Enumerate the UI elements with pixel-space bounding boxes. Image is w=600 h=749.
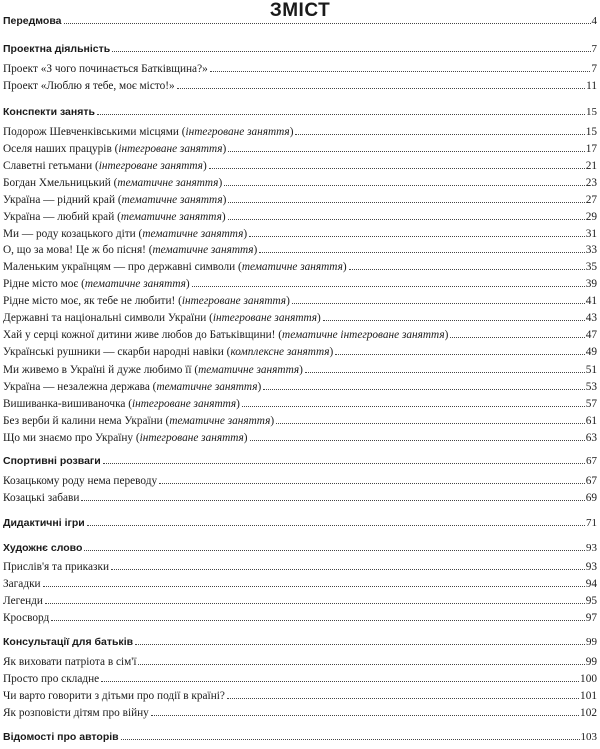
toc-section: [3, 731, 597, 747]
dot-leader: [250, 440, 585, 441]
entry-title-text: Проект «Люблю я тебе, моє місто!»: [3, 80, 175, 93]
toc-entry: [3, 211, 597, 227]
toc-entry: [3, 63, 597, 79]
page-number: 21: [585, 159, 597, 172]
entry-title-text: Козацькі забави: [3, 492, 80, 505]
dot-leader: [228, 202, 584, 203]
dot-leader: [224, 185, 585, 186]
entry-title-text: Чи варто говорити з дітьми про події в країні?: [3, 690, 225, 703]
entry-note: інтегроване заняття: [212, 312, 318, 325]
entry-note: інтегроване заняття: [118, 142, 223, 155]
toc-section: [3, 106, 597, 122]
entry-title: Україна — любий край (тематичне заняття): [3, 211, 226, 224]
page-number: 7: [591, 63, 597, 76]
page-number: 49: [585, 346, 597, 359]
entry-title: Рідне місто моє, як тебе не любити! (інтегроване заняття): [3, 295, 290, 308]
entry-title-text: Консультації для батьків: [3, 636, 134, 649]
toc-entry: [3, 312, 597, 328]
toc-entry: [3, 329, 597, 345]
toc-entry: [3, 612, 597, 628]
toc-entry: [3, 595, 597, 611]
toc-entry: [3, 160, 597, 176]
dot-leader: [138, 664, 584, 665]
page-number: 7: [591, 43, 597, 56]
toc-entry: [3, 492, 597, 508]
toc-entry: [3, 656, 597, 672]
toc-entry: [3, 346, 597, 362]
entry-title-text: Дидактичні ігри: [3, 516, 85, 529]
dot-leader: [159, 483, 585, 484]
dot-leader: [450, 337, 584, 338]
page-number: 102: [580, 707, 597, 720]
entry-note: тематичне заняття: [120, 211, 222, 224]
entry-title: Славетні гетьмани (інтегроване заняття): [3, 159, 207, 172]
toc-entry: [3, 364, 597, 380]
dot-leader: [210, 71, 591, 72]
entry-title-text: Кросворд: [3, 611, 50, 624]
page-number: 97: [585, 611, 597, 624]
toc-entry: [3, 194, 597, 210]
dot-leader: [242, 406, 585, 407]
dot-leader: [151, 715, 579, 716]
entry-note: комплексне заняття: [230, 346, 330, 359]
dot-leader: [101, 681, 579, 682]
dot-leader: [103, 463, 585, 464]
entry-title-text: Маленьким українцям — про державні символи: [3, 261, 236, 274]
entry-title-text: Як виховати патріота в сім'ї: [3, 656, 137, 669]
entry-title: Хай у серці кожної дитини живе любов до Батьківщини! (тематичне інтегроване заняття): [3, 329, 449, 342]
entry-title: Оселя наших працурів (інтегроване заняття): [3, 142, 227, 155]
entry-title-text: Подорож Шевченківськими місцями: [3, 125, 179, 138]
dot-leader: [228, 151, 584, 152]
toc-entry: [3, 432, 597, 448]
toc-entry: [3, 261, 597, 277]
entry-note: тематичне заняття: [84, 278, 186, 291]
dot-leader: [45, 603, 585, 604]
entry-title: [3, 707, 149, 719]
entry-title-text: Прислів'я та приказки: [3, 560, 110, 573]
entry-title: [3, 690, 225, 702]
page-number: 94: [585, 577, 597, 590]
dot-leader: [112, 51, 590, 52]
entry-title-text: Рідне місто моє, як тебе не любити!: [3, 295, 176, 308]
entry-title: [3, 43, 110, 55]
toc-entry: [3, 278, 597, 294]
entry-title: [3, 656, 136, 668]
page-number: 67: [586, 455, 597, 468]
entry-title: Маленьким українцям — про державні символи (тематичне заняття): [3, 261, 347, 274]
toc-entry: [3, 244, 597, 260]
toc-entry: [3, 381, 597, 397]
entry-title: Ми — роду козацького діти (тематичне заняття): [3, 228, 248, 241]
entry-title-text: Ми живемо в Україні й дуже любимо її: [3, 363, 192, 376]
toc-entry: [3, 578, 597, 594]
toc-section: [3, 43, 597, 59]
page-number: 39: [585, 278, 597, 291]
entry-title: Що ми знаємо про Україну (інтегроване заняття): [3, 431, 248, 444]
toc-entry: [3, 295, 597, 311]
entry-title: [3, 455, 101, 467]
dot-leader: [64, 23, 591, 24]
entry-title-text: Славетні гетьмани: [3, 159, 93, 172]
toc-entry: [3, 80, 597, 96]
dot-leader: [51, 620, 584, 621]
entry-title: [3, 492, 79, 504]
entry-title-text: Державні та національні символи України: [3, 312, 207, 325]
entry-title: Україна — незалежна держава (тематичне заняття): [3, 380, 262, 393]
toc-entry: [3, 126, 597, 142]
page-number: 27: [585, 194, 597, 206]
toc-entry: [3, 690, 597, 706]
page-number: 23: [585, 176, 597, 189]
dot-leader: [263, 389, 584, 390]
entry-note: інтегроване заняття: [181, 295, 287, 308]
entry-title: Українські рушники — скарби народні навіки (комплексне заняття): [3, 346, 334, 359]
page-title: ЗМІСТ: [269, 0, 331, 21]
page-number: 101: [580, 690, 597, 703]
dot-leader: [323, 320, 585, 321]
entry-note: тематичне заняття: [117, 176, 219, 189]
page-number: 71: [586, 516, 597, 529]
page-number: 69: [585, 492, 597, 505]
entry-title-text: Конспекти занять: [3, 105, 95, 118]
entry-note: тематичне заняття: [169, 414, 271, 427]
dot-leader: [292, 303, 585, 304]
toc-section: [3, 636, 597, 652]
entry-note: тематичне заняття: [241, 261, 343, 274]
page-number: 53: [585, 380, 597, 393]
toc-section: [3, 542, 597, 558]
page-number: 63: [585, 431, 597, 444]
entry-title-text: Проектна діяльність: [3, 43, 111, 56]
entry-title: [3, 731, 119, 743]
page-number: 99: [585, 656, 597, 669]
entry-title: Державні та національні символи України (інтегроване заняття): [3, 312, 321, 325]
entry-title-text: Спортивні розваги: [3, 455, 101, 468]
entry-title: О, що за мова! Це ж бо пісня! (тематичне заняття): [3, 244, 258, 257]
dot-leader: [135, 644, 585, 645]
dot-leader: [259, 252, 584, 253]
page-number: 11: [586, 80, 597, 93]
entry-title: Україна — рідний край (тематичне заняття): [3, 194, 227, 206]
entry-title: [3, 542, 82, 554]
entry-title-text: Рідне місто моє: [3, 278, 79, 291]
entry-title: [3, 595, 43, 607]
entry-title-text: Легенди: [3, 594, 43, 607]
dot-leader: [227, 698, 579, 699]
entry-note: інтегроване заняття: [98, 159, 203, 172]
entry-note: інтегроване заняття: [132, 397, 237, 410]
page-number: 15: [585, 125, 597, 138]
dot-leader: [43, 586, 585, 587]
entry-title-text: Просто про складне: [3, 673, 100, 686]
toc-entry: [3, 673, 597, 689]
entry-title: [3, 517, 85, 529]
toc-entry: [3, 707, 597, 723]
page-number: 31: [585, 228, 597, 241]
page-number: 93: [585, 560, 597, 573]
dot-leader: [81, 500, 584, 501]
entry-title: [3, 106, 95, 118]
toc-entry: [3, 143, 597, 159]
toc-section: [3, 455, 597, 471]
entry-note: тематичне заняття: [156, 380, 258, 393]
entry-title: [3, 561, 109, 573]
dot-leader: [177, 88, 585, 89]
page-number: 15: [586, 105, 597, 118]
entry-title: [3, 80, 175, 92]
entry-note: інтегроване заняття: [139, 431, 244, 444]
entry-title: [3, 63, 208, 75]
page-number: 41: [585, 295, 597, 308]
entry-title-text: О, що за мова! Це ж бо пісня!: [3, 244, 146, 257]
toc-entry: [3, 561, 597, 577]
entry-title-text: Україна — рідний край: [3, 194, 115, 206]
entry-title: [3, 636, 133, 648]
dot-leader: [228, 219, 585, 220]
page-number: 47: [585, 329, 597, 342]
entry-title-text: Оселя наших працурів: [3, 142, 112, 155]
toc-section: [3, 15, 597, 31]
page-number: 61: [585, 414, 597, 427]
page-number: 95: [585, 594, 597, 607]
dot-leader: [305, 372, 585, 373]
entry-title-text: Хай у серці кожної дитини живе любов до Батьківщини!: [3, 329, 276, 342]
entry-title-text: Як розповісти дітям про війну: [3, 707, 149, 720]
dot-leader: [276, 423, 585, 424]
page-number: 103: [580, 731, 597, 743]
entry-title: [3, 612, 49, 624]
toc-entry: [3, 177, 597, 193]
page-number: 35: [585, 261, 597, 274]
dot-leader: [192, 286, 585, 287]
entry-title: [3, 673, 99, 685]
entry-title-text: Проект «З чого починається Батківщина?»: [3, 63, 208, 76]
entry-note: тематичне заняття: [121, 194, 223, 206]
entry-title: Вишиванка-вишиваночка (інтегроване заняття): [3, 397, 240, 410]
entry-note: тематичне інтегроване заняття: [282, 329, 445, 342]
entry-title: [3, 15, 62, 27]
toc-entry: [3, 228, 597, 244]
dot-leader: [121, 739, 580, 740]
dot-leader: [349, 269, 585, 270]
entry-title-text: Українські рушники — скарби народні навіки: [3, 346, 224, 359]
dot-leader: [335, 354, 584, 355]
page-number: 99: [586, 636, 597, 649]
entry-title: Ми живемо в Україні й дуже любимо її (тематичне заняття): [3, 363, 303, 376]
entry-title: Подорож Шевченківськими місцями (інтегроване заняття): [3, 125, 294, 138]
dot-leader: [97, 114, 585, 115]
dot-leader: [111, 569, 585, 570]
entry-title-text: Україна — незалежна держава: [3, 380, 150, 393]
entry-title-text: Що ми знаємо про Україну: [3, 431, 134, 444]
page-number: 17: [585, 142, 597, 155]
entry-title-text: Козацькому роду нема переводу: [3, 475, 158, 488]
dot-leader: [209, 168, 585, 169]
entry-title: [3, 578, 41, 590]
entry-title-text: Україна — любий край: [3, 211, 115, 224]
page-number: 29: [585, 211, 597, 224]
toc-entry: [3, 415, 597, 431]
entry-title-text: Вишиванка-вишиваночка: [3, 397, 126, 410]
toc-entry: [3, 475, 597, 491]
page-number: 51: [585, 363, 597, 376]
page-number: 93: [586, 541, 597, 554]
entry-title: Рідне місто моє (тематичне заняття): [3, 278, 190, 291]
page-number: 43: [585, 312, 597, 325]
entry-note: тематичне заняття: [198, 363, 300, 376]
entry-note: тематичне заняття: [152, 244, 254, 257]
page-number: 33: [585, 244, 597, 257]
page-number: 4: [591, 15, 597, 27]
page-number: 67: [585, 475, 597, 488]
page-number: 100: [580, 673, 597, 686]
entry-title: Богдан Хмельницький (тематичне заняття): [3, 176, 223, 189]
entry-title-text: Без верби й калини нема України: [3, 414, 163, 427]
dot-leader: [84, 550, 585, 551]
entry-title-text: Художнє слово: [3, 541, 83, 554]
entry-title-text: Загадки: [3, 577, 41, 590]
page-number: 57: [585, 397, 597, 410]
toc-entry: [3, 398, 597, 414]
entry-title-text: Відомості про авторів: [3, 731, 119, 743]
dot-leader: [87, 525, 585, 526]
toc-section: [3, 517, 597, 533]
entry-title-text: Богдан Хмельницький: [3, 176, 111, 189]
entry-title-text: Ми — роду козацького діти: [3, 228, 136, 241]
dot-leader: [295, 134, 584, 135]
entry-note: тематичне заняття: [142, 228, 244, 241]
entry-title: Без верби й калини нема України (тематичне заняття): [3, 414, 275, 427]
dot-leader: [249, 236, 585, 237]
entry-note: інтегроване заняття: [185, 125, 290, 138]
entry-title: [3, 475, 157, 487]
entry-title-text: Передмова: [3, 15, 62, 27]
